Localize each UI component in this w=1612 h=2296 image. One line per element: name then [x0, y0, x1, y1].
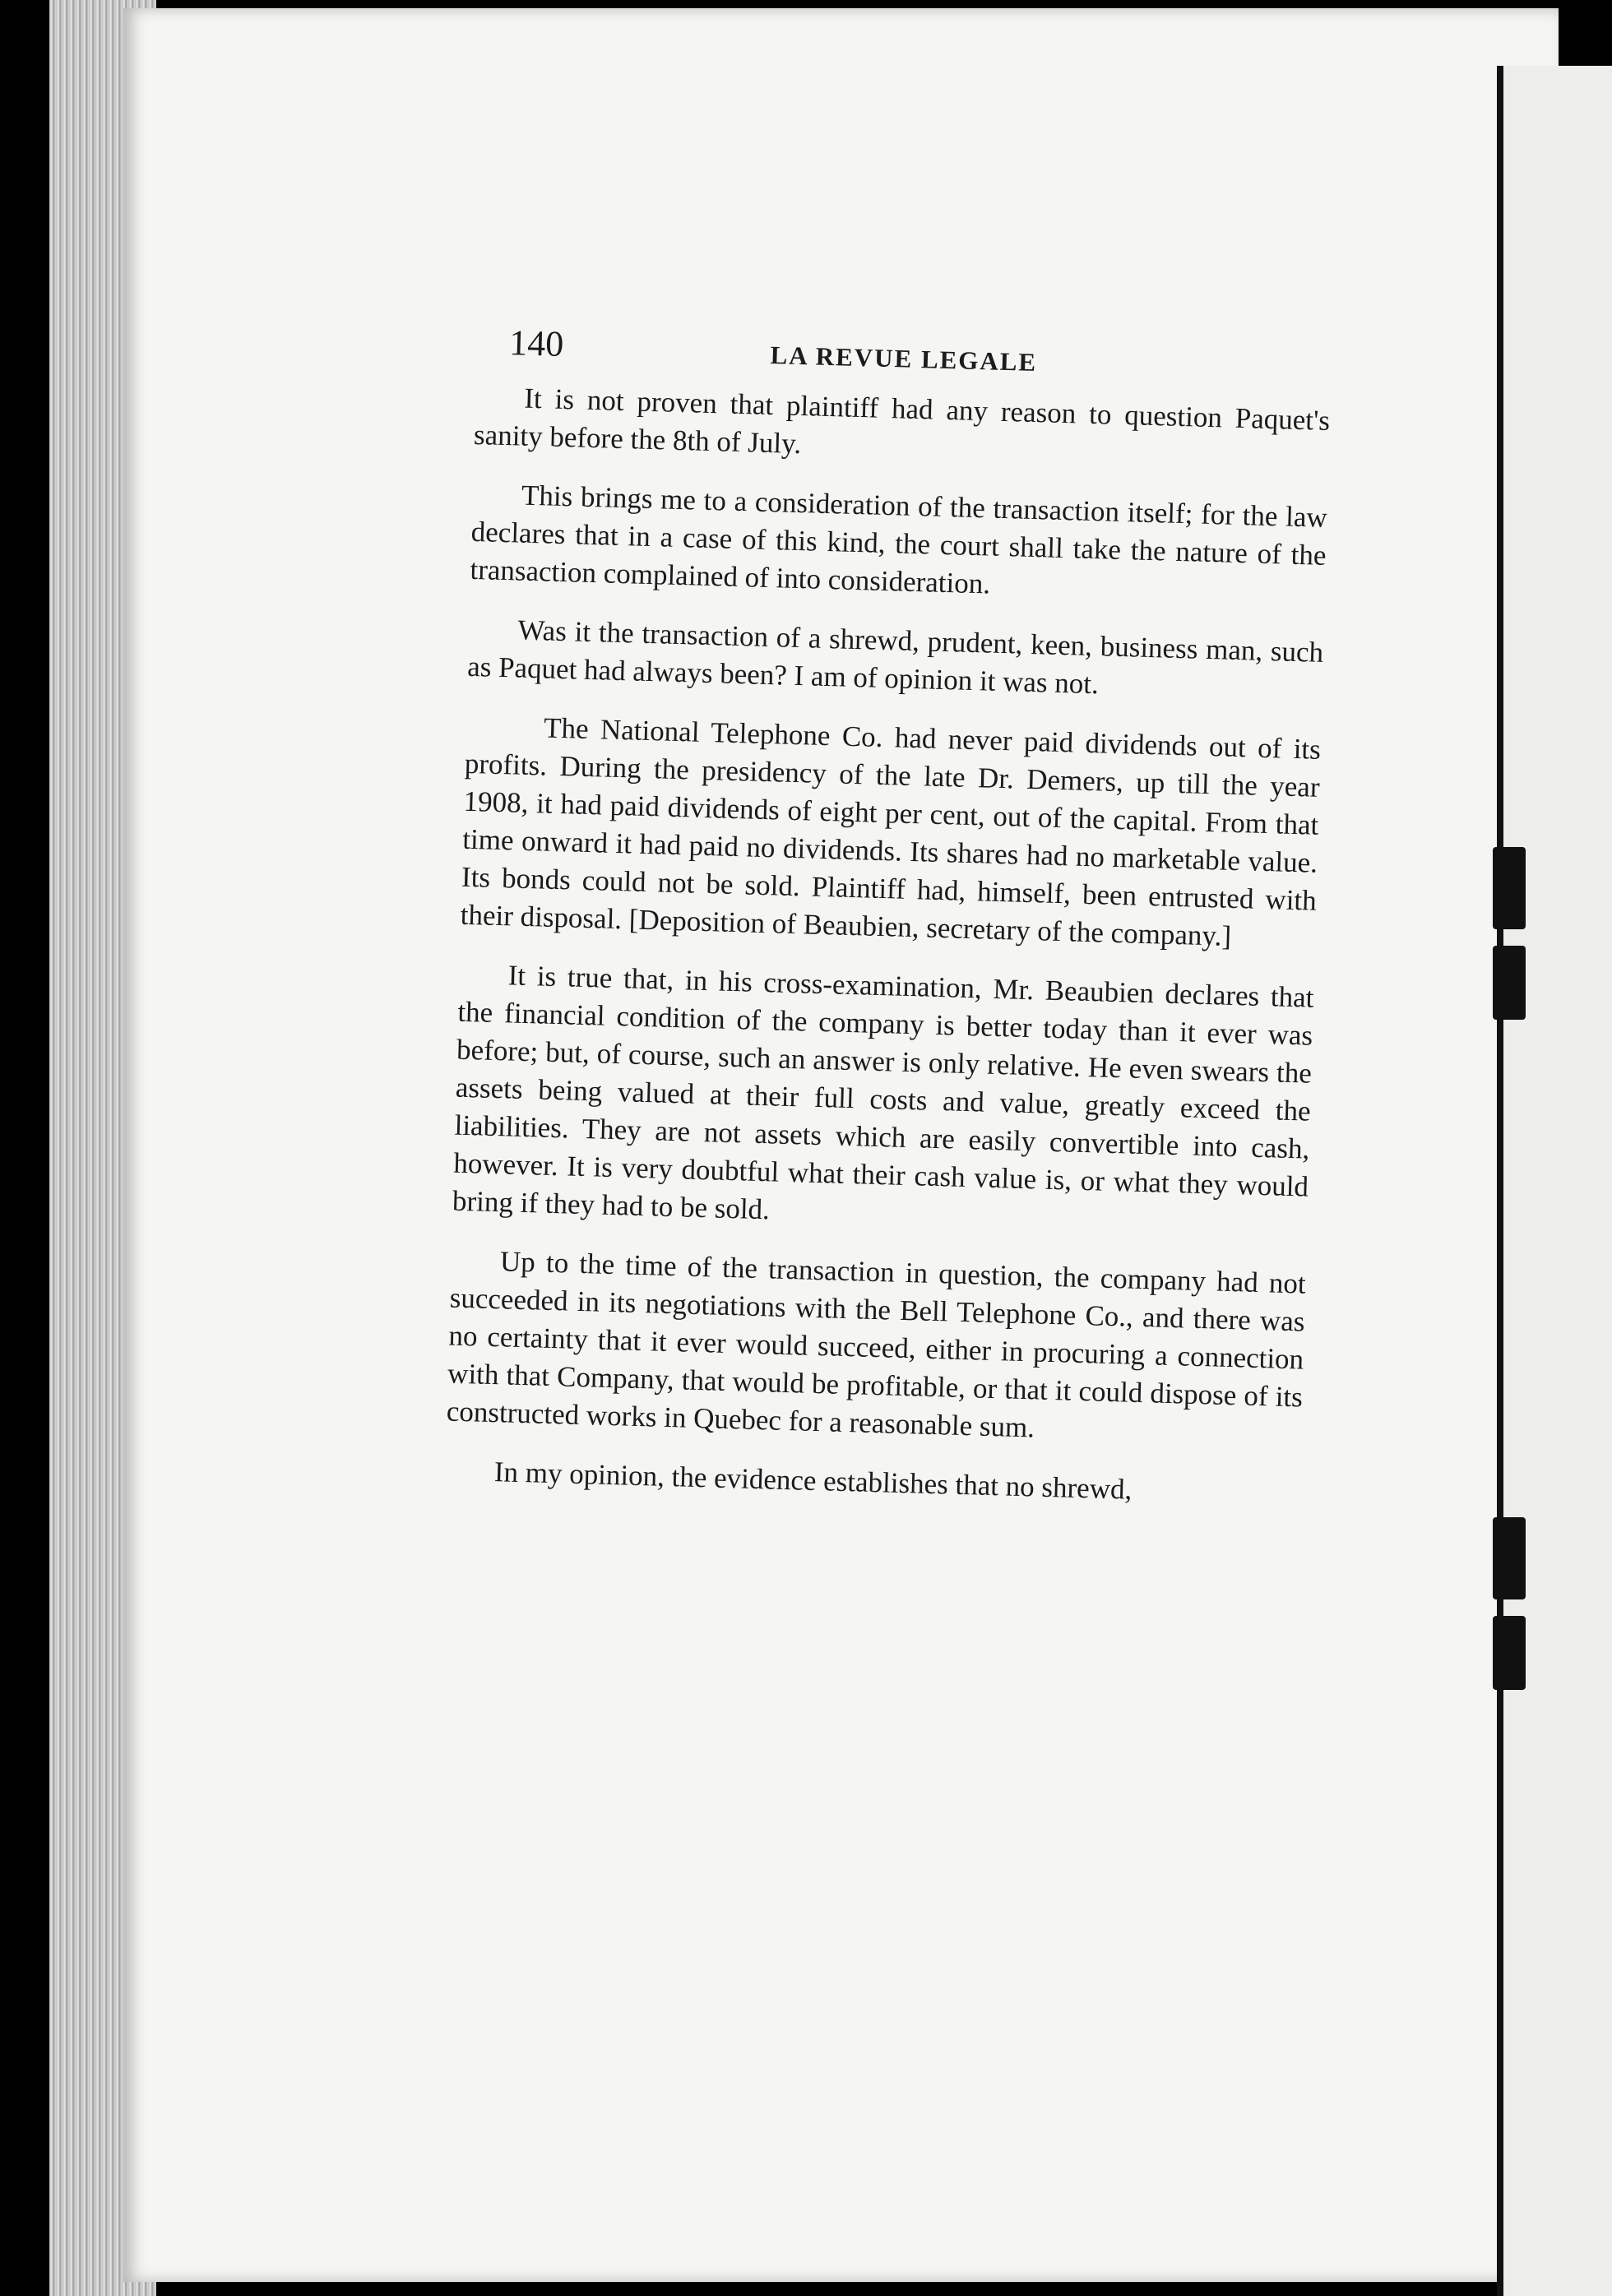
- paragraph: The National Telephone Co. had never paid dividends out of its profits. During the presidency of the late Dr. Demers, up till the year 1908, it had paid dividends of eight per cent, out of the capital. From that time onward it had paid no dividends. Its shares had no marketable value. Its bonds could not be sold. Plaintiff had, himself, been entrusted with their disposal. [Deposition of Beaubien, secretary of the company.]: [460, 711, 1322, 952]
- paragraph: Up to the time of the transaction in question, the company had not succeeded in its negotiations with the Bell Telephone Co., and there was no certainty that it ever would succeed, either in procuring a connection with that Company, that would be profitable, or that it could dispose of its constructed works in Quebec for a reasonable sum.: [446, 1245, 1307, 1444]
- facing-page-edge: [1497, 66, 1612, 2296]
- binding-clip: [1493, 1616, 1526, 1690]
- paragraph: In my opinion, the evidence establishes that no shrewd,: [493, 1456, 1133, 1506]
- journal-title: LA REVUE LEGALE: [770, 340, 1038, 377]
- binding-clip: [1493, 946, 1526, 1020]
- paragraph: This brings me to a consideration of the transaction itself; for the law declares that in a case of this kind, the court shall take the nature of the transaction complained of into consideration.: [470, 479, 1328, 600]
- page-text: [444, 321, 1332, 1535]
- binding-clip: [1493, 847, 1526, 929]
- paragraph: It is true that, in his cross-examination, Mr. Beaubien declares that the financial condition of the company is better today than it ever was before; but, of course, such an answer is only relative. He even swears the assets being valued at their full costs and value, greatly exceed the liabilities. They are not assets which are easily convertible into cash, however. It is very doubtful what their cash value is, or what they would bring if they had to be sold.: [452, 959, 1314, 1226]
- binding-clip: [1493, 1517, 1526, 1599]
- paragraph: It is not proven that plaintiff had any reason to question Paquet's sanity before the 8th of July.: [473, 382, 1331, 461]
- paragraph: Was it the transaction of a shrewd, prudent, keen, business man, such as Paquet had always been? I am of opinion it was not.: [466, 613, 1324, 701]
- page-number: 140: [508, 322, 564, 364]
